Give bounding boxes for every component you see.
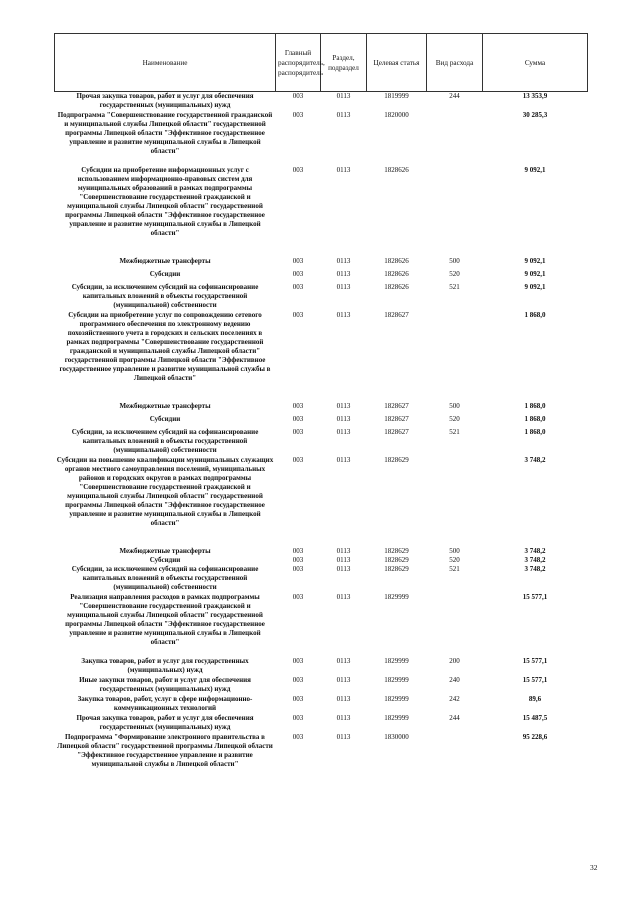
row-section: 0113: [336, 402, 351, 410]
row-sum: 15 577,1: [522, 657, 548, 665]
row-type: [427, 456, 483, 547]
page-number: 32: [590, 863, 598, 872]
row-type: 500: [449, 402, 460, 410]
row-sum: 89,6: [528, 695, 542, 703]
budget-table: [54, 33, 588, 788]
row-name: Реализация направления расходов в рамках подпрограммы "Совершенствование государственной гражданской и муниципальной службы Липецкой области" государственной программы Липецкой области "Эффективное государственное управление и развитие муниципальной службы в Липецкой области": [65, 593, 265, 646]
row-target: 1828627: [384, 428, 409, 436]
row-name: Иные закупки товаров, работ и услуг для обеспечения государственных (муниципальных) нужд: [79, 676, 251, 693]
row-sum: 30 285,3: [522, 111, 548, 119]
row-sum: 3 748,2: [524, 456, 546, 464]
row-sum: 1 868,0: [524, 402, 546, 410]
row-admin: 003: [292, 402, 304, 410]
row-name: Межбюджетные трансферты: [119, 402, 211, 410]
row-name: Субсидии: [149, 415, 181, 423]
table-row: [55, 547, 588, 556]
row-name: Прочая закупка товаров, работ и услуг для обеспечения государственных (муниципальных) нужд: [76, 714, 254, 731]
table-row: [55, 676, 588, 695]
row-admin: 003: [292, 556, 304, 564]
row-admin: 003: [292, 565, 304, 573]
row-type: 520: [449, 415, 460, 423]
row-section: 0113: [336, 593, 351, 601]
table-row: [55, 111, 588, 166]
header-target: Целевая статья: [367, 34, 427, 92]
table-row: [55, 92, 588, 112]
row-sum: 3 748,2: [524, 547, 546, 555]
row-target: 1829999: [384, 593, 409, 601]
row-target: 1829999: [384, 695, 409, 703]
row-sum: 9 092,1: [524, 257, 546, 265]
row-target: 1828626: [384, 166, 409, 174]
table-row: [55, 311, 588, 402]
row-section: 0113: [336, 556, 351, 564]
row-admin: 003: [292, 733, 304, 741]
row-sum: 15 577,1: [522, 593, 548, 601]
row-type: 240: [449, 676, 460, 684]
row-name: Закупка товаров, работ и услуг для государственных (муниципальных) нужд: [81, 657, 249, 674]
row-sum: 1 868,0: [524, 311, 546, 319]
table-row: [55, 556, 588, 565]
row-sum: 9 092,1: [524, 166, 546, 174]
row-sum: 1 868,0: [524, 428, 546, 436]
row-target: 1828627: [384, 415, 409, 423]
table-row: [55, 428, 588, 456]
row-section: 0113: [336, 415, 351, 423]
row-sum: 95 228,6: [522, 733, 548, 741]
row-section: 0113: [336, 270, 351, 278]
table-row: [55, 565, 588, 593]
row-name: Субсидии на приобретение информационных услуг с использованием информационно-правовых систем для муниципальных образований в рамках подпрограммы "Совершенствование государственной гражданской и муниципальной службы Липецкой области" государственной программы Липецкой области "Эффективное государственное управление и развитие муниципальной службы в Липецкой области": [65, 166, 265, 237]
row-section: 0113: [336, 111, 351, 119]
table-row: [55, 402, 588, 415]
table-row: [55, 166, 588, 257]
row-admin: 003: [292, 415, 304, 423]
row-target: 1828627: [384, 402, 409, 410]
row-admin: 003: [292, 547, 304, 555]
row-type: 520: [449, 270, 460, 278]
row-section: 0113: [336, 676, 351, 684]
row-type: 500: [449, 547, 460, 555]
row-admin: 003: [292, 283, 304, 291]
row-target: 1820000: [384, 111, 409, 119]
row-target: 1828629: [384, 547, 409, 555]
row-type: 521: [449, 283, 460, 291]
row-type: [427, 733, 483, 788]
row-admin: 003: [292, 92, 304, 100]
row-sum: 3 748,2: [524, 556, 546, 564]
row-type: 244: [449, 714, 460, 722]
row-type: 500: [449, 257, 460, 265]
row-target: 1829999: [384, 714, 409, 722]
row-section: 0113: [336, 166, 351, 174]
row-target: 1828629: [384, 456, 409, 464]
row-section: 0113: [336, 714, 351, 722]
table-row: [55, 657, 588, 676]
table-row: [55, 270, 588, 283]
row-target: 1830000: [384, 733, 409, 741]
table-row: [55, 456, 588, 547]
row-type: 521: [449, 565, 460, 573]
row-sum: 1 868,0: [524, 415, 546, 423]
row-target: 1828629: [384, 565, 409, 573]
row-sum: 9 092,1: [524, 270, 546, 278]
row-admin: 003: [292, 676, 304, 684]
row-section: 0113: [336, 428, 351, 436]
row-target: 1829999: [384, 657, 409, 665]
row-name: Субсидии: [149, 556, 181, 564]
row-name: Межбюджетные трансферты: [119, 547, 211, 555]
row-target: 1828627: [384, 311, 409, 319]
row-section: 0113: [336, 92, 351, 100]
row-admin: 003: [292, 257, 304, 265]
table-row: [55, 695, 588, 714]
row-admin: 003: [292, 166, 304, 174]
row-section: 0113: [336, 257, 351, 265]
row-name: Субсидии, за исключением субсидий на софинансирование капитальных вложений в объекты государственной (муниципальной) собственности: [71, 565, 259, 591]
row-name: Подпрограмма "Формирование электронного правительства в Липецкой области" государственной программы Липецкой области "Эффективное государственное управление и развитие муниципальной службы в Липецкой области": [57, 733, 273, 768]
row-admin: 003: [292, 657, 304, 665]
row-name: Межбюджетные трансферты: [119, 257, 211, 265]
row-sum: 15 577,1: [522, 676, 548, 684]
row-section: 0113: [336, 565, 351, 573]
row-name: Субсидии на приобретение услуг по сопровождению сетевого программного обеспечения по электронному ведению похозяйственного учета в городских и сельских поселениях в рамках подпрограммы "Совершенствование государственной гражданской и муниципальной службы Липецкой области" государственной программы Липецкой области "Эффективное государственное управление и развитие муниципальной службы в Липецкой области": [59, 311, 271, 382]
row-admin: 003: [292, 695, 304, 703]
row-name: Субсидии: [149, 270, 181, 278]
row-target: 1828626: [384, 283, 409, 291]
row-name: Прочая закупка товаров, работ и услуг для обеспечения государственных (муниципальных) нужд: [76, 92, 254, 109]
row-admin: 003: [292, 111, 304, 119]
table-header-row: [55, 34, 588, 92]
row-admin: 003: [292, 311, 304, 319]
row-sum: 15 487,5: [522, 714, 548, 722]
row-admin: 003: [292, 714, 304, 722]
row-name: Закупка товаров, работ, услуг в сфере информационно-коммуникационных технологий: [77, 695, 253, 712]
row-type: 200: [449, 657, 460, 665]
row-type: [427, 111, 483, 166]
row-admin: 003: [292, 593, 304, 601]
row-name: Субсидии, за исключением субсидий на софинансирование капитальных вложений в объекты государственной (муниципальной) собственности: [71, 428, 259, 454]
row-name: Субсидии на повышение квалификации муниципальных служащих органов местного самоуправления поселений, муниципальных районов и городских округов в рамках подпрограммы "Совершенствование государственной гражданской и муниципальной службы Липецкой области" государственной программы Липецкой области "Эффективное государственное управление и развитие муниципальной службы в Липецкой области": [56, 456, 274, 527]
row-sum: 9 092,1: [524, 283, 546, 291]
header-admin: Главный распорядитель, распорядитель: [276, 34, 321, 92]
row-type: [427, 311, 483, 402]
table-row: [55, 415, 588, 428]
row-section: 0113: [336, 311, 351, 319]
row-section: 0113: [336, 657, 351, 665]
table-row: [55, 593, 588, 657]
row-admin: 003: [292, 270, 304, 278]
table-row: [55, 733, 588, 788]
row-target: 1819999: [384, 92, 409, 100]
row-name: Подпрограмма "Совершенствование государственной гражданской и муниципальной службы Липецкой области" государственной программы Липецкой области "Эффективное государственное управление и развитие муниципальной службы в Липецкой области": [57, 111, 273, 155]
row-name: Субсидии, за исключением субсидий на софинансирование капитальных вложений в объекты государственной (муниципальной) собственности: [71, 283, 259, 309]
row-sum: 13 353,9: [522, 92, 548, 100]
header-name: Наименование: [55, 34, 276, 92]
table-row: [55, 257, 588, 270]
row-type: 520: [449, 556, 460, 564]
row-section: 0113: [336, 283, 351, 291]
row-type: 242: [449, 695, 460, 703]
row-sum: 3 748,2: [524, 565, 546, 573]
row-type: [427, 593, 483, 657]
header-sum: Сумма: [483, 34, 588, 92]
row-admin: 003: [292, 428, 304, 436]
row-type: 244: [449, 92, 460, 100]
header-section: Раздел, подраздел: [321, 34, 367, 92]
row-admin: 003: [292, 456, 304, 464]
row-target: 1828629: [384, 556, 409, 564]
row-type: [427, 166, 483, 257]
row-section: 0113: [336, 733, 351, 741]
table-row: [55, 283, 588, 311]
row-section: 0113: [336, 695, 351, 703]
table-row: [55, 714, 588, 733]
header-exptype: Вид расхода: [427, 34, 483, 92]
row-target: 1828626: [384, 270, 409, 278]
row-type: 521: [449, 428, 460, 436]
row-section: 0113: [336, 547, 351, 555]
row-section: 0113: [336, 456, 351, 464]
row-target: 1829999: [384, 676, 409, 684]
row-target: 1828626: [384, 257, 409, 265]
